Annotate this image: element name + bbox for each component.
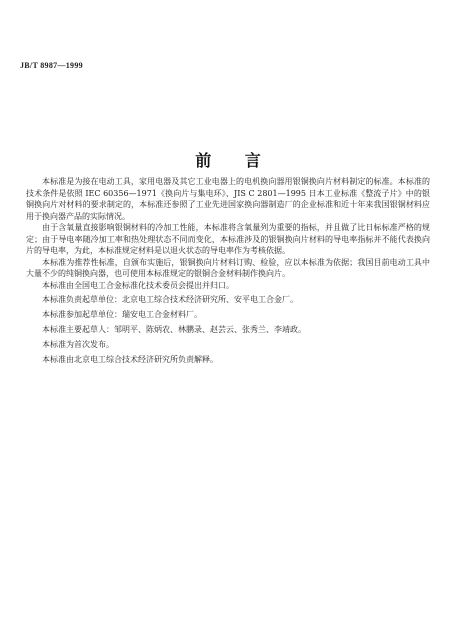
list-item: 本标准为首次发布。 xyxy=(42,340,114,350)
list-item: 本标准由全国电工合金标准化技术委员会提出并归口。 xyxy=(42,280,234,290)
page-title: 前 言 xyxy=(195,151,275,170)
list-item: 本标准主要起草人：邹明平、陈炳农、林鹏录、赵芸云、张秀兰、李靖政。 xyxy=(42,325,306,335)
list-item: 本标准参加起草单位：瑞安电工合金材料厂。 xyxy=(42,310,202,320)
paragraph: 本标准为推荐性标准，自颁布实施后，银铜换向片材料订购、检验，应以本标准为依据；我国目前电动工具中大量不少的纯铜换向器，也可使用本标准规定的银铜合金材料制作换向片。 xyxy=(26,257,430,278)
foreword-body xyxy=(26,176,430,369)
drafting-info-list xyxy=(26,280,430,366)
standard-code: JB/T 8987—1999 xyxy=(20,61,83,70)
paragraph: 本标准是为接在电动工具，家用电器及其它工业电器上的电机换向器用银铜换向片材料制定的标准。本标准的技术条件是依照 IEC 60356—1971《换向片与集电环》、JIS C 2801—1995 日本工业标准《整流子片》中的银铜换向片对材料的要求制定的，本标准还参照了工业先进国家换向器制造厂的企业标准和近十年来我国银铜材料应用于换向器产品的实际情况。 xyxy=(26,177,430,221)
list-item: 本标准负责起草单位：北京电工综合技术经济研究所、安平电工合金厂。 xyxy=(42,295,298,305)
list-item: 本标准由北京电工综合技术经济研究所负责解释。 xyxy=(42,354,218,364)
paragraph: 由于含氧量直接影响银铜材料的冷加工性能，本标准将含氧量列为重要的指标，并且做了比日标标准严格的规定；由于导电率随冷加工率和热处理状态不同而变化，本标准涉及的银铜换向片材料的导电率指标并不能代表换向片的导电率，为此，本标准规定材料是以退火状态的导电率作为考核依据。 xyxy=(26,223,430,255)
